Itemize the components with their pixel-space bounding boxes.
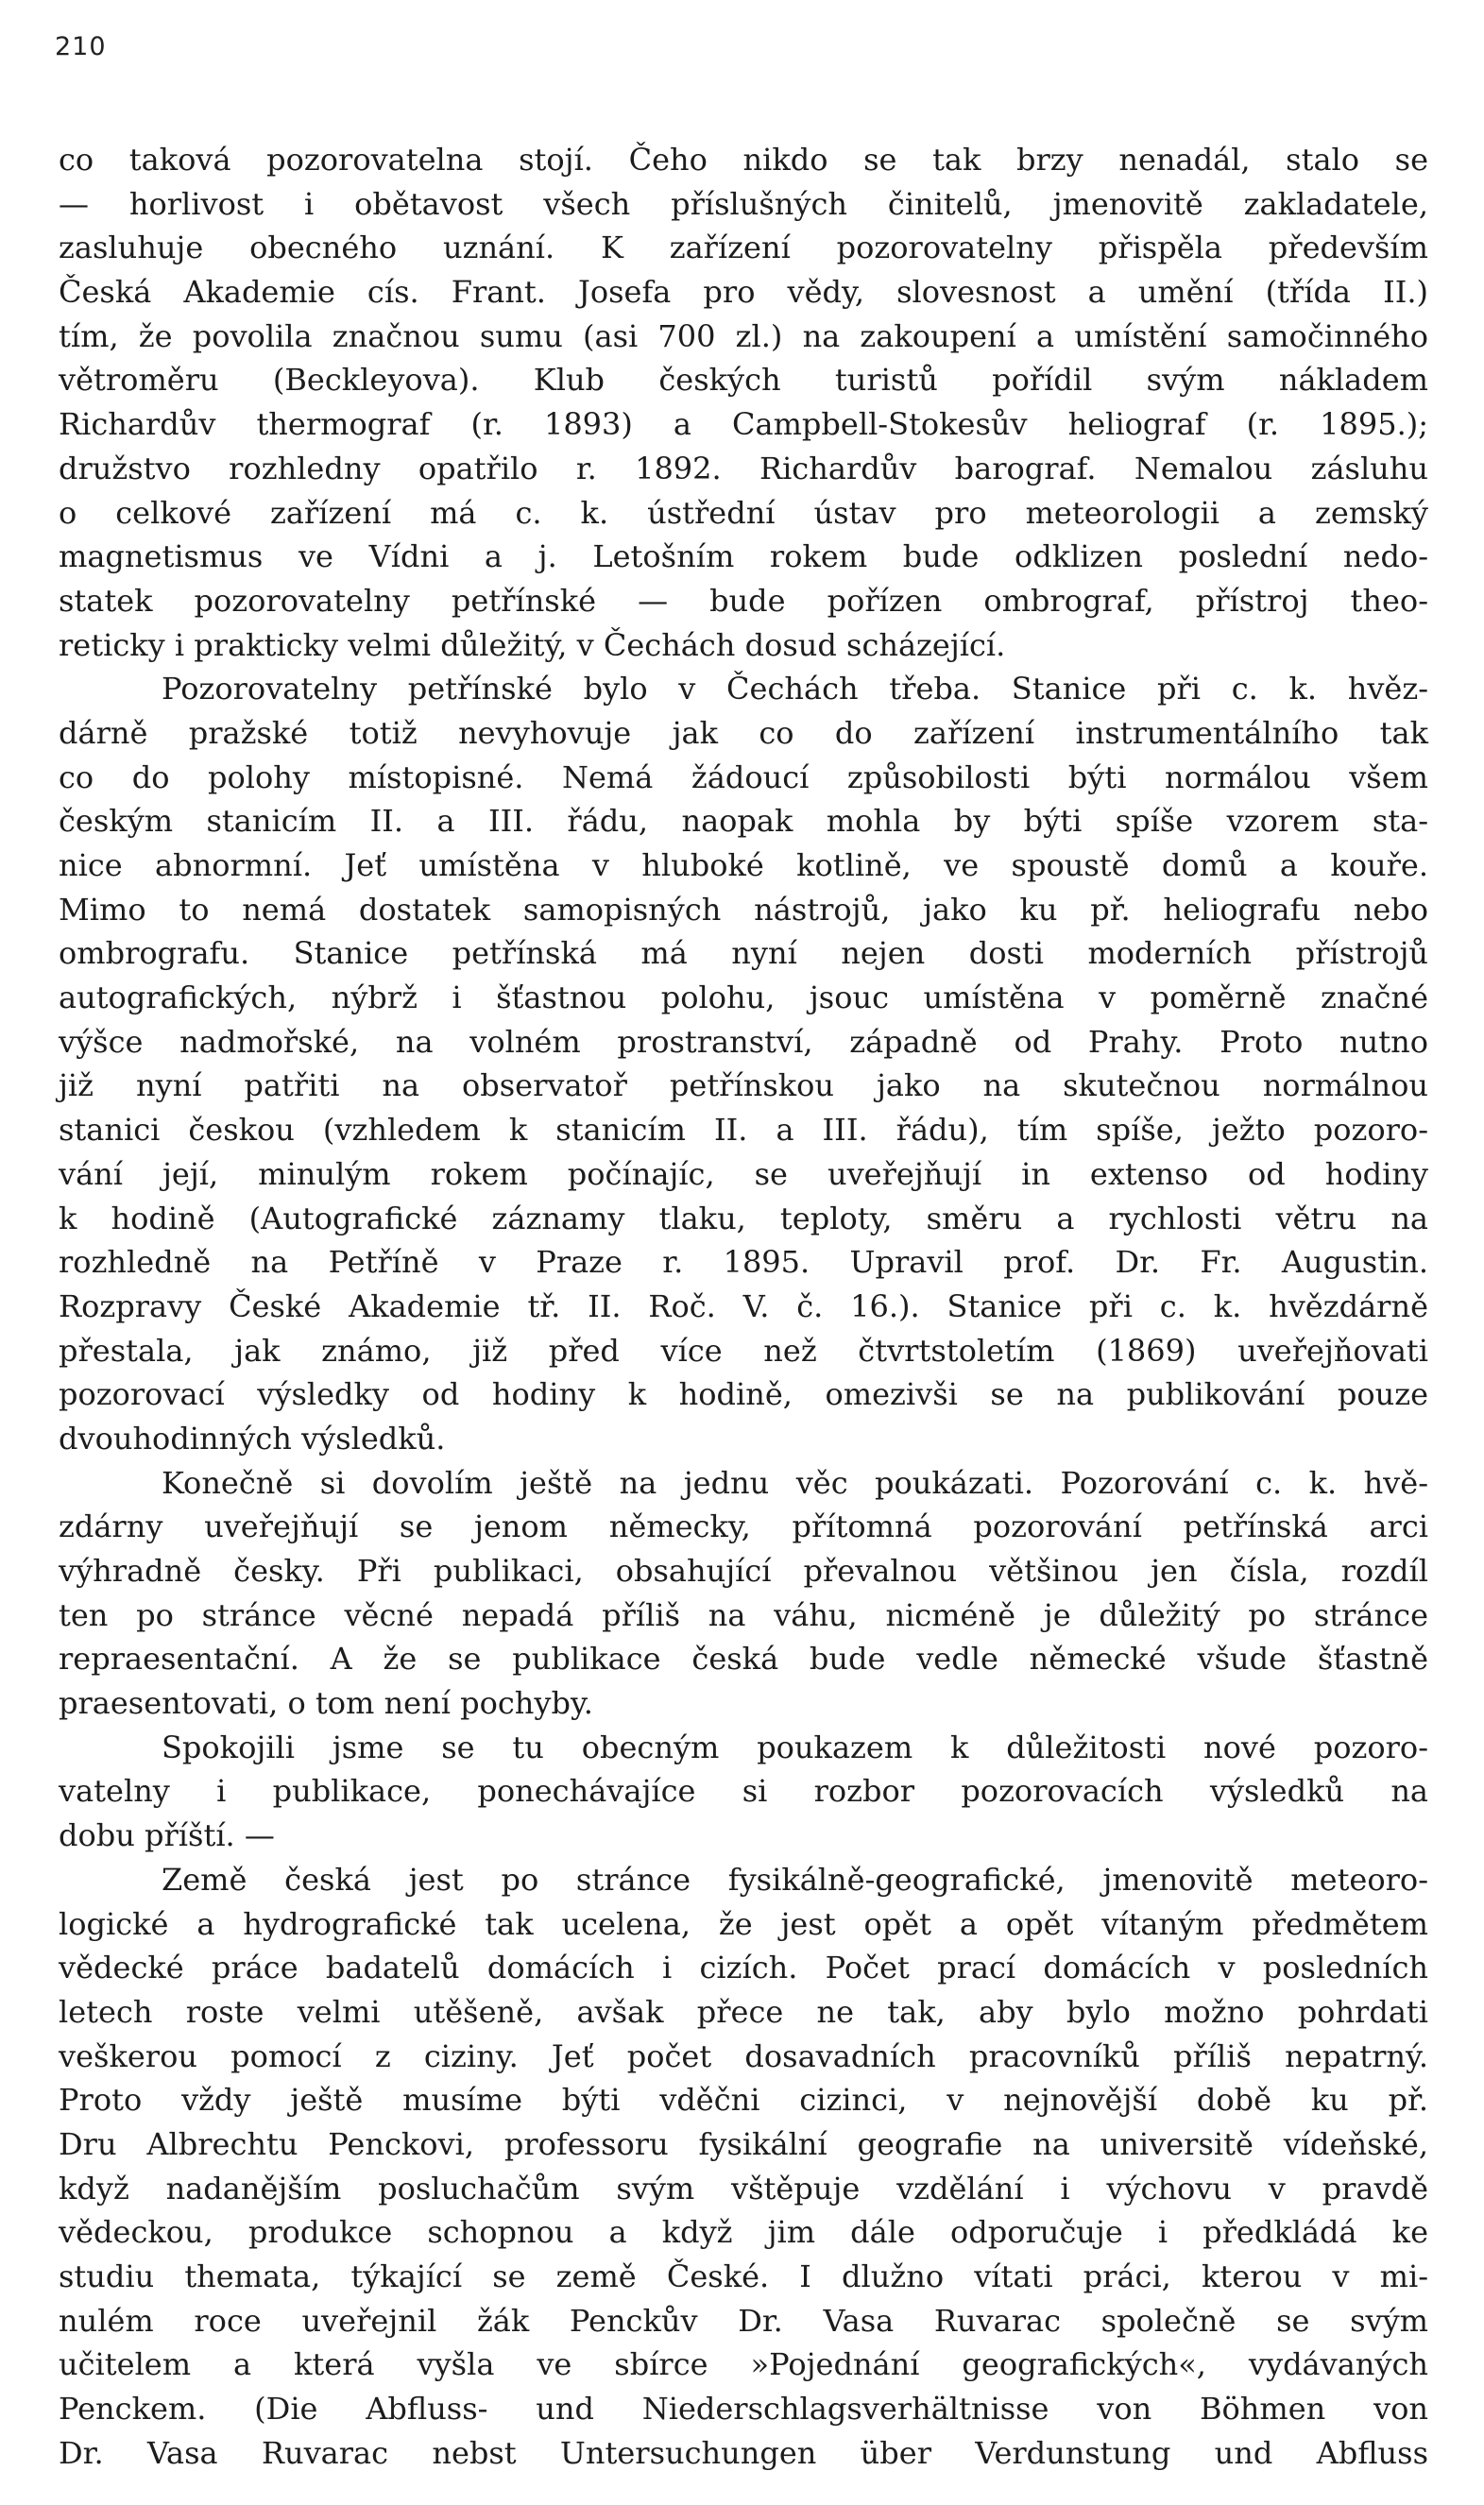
text-line: autografických, nýbrž i šťastnou polohu, jsouc umístěna v poměrně značné [59,980,1428,1016]
text-line: vědeckou, produkce schopnou a když jim dále odporučuje i předkládá ke [59,2214,1428,2251]
text-line: letech roste velmi utěšeně, avšak přece ne tak, aby bylo možno pohrdati [59,1993,1428,2030]
text-line: Rozpravy České Akademie tř. II. Roč. V. č. 16.). Stanice při c. k. hvězdárně [59,1287,1428,1324]
text-line: výhradně česky. Při publikaci, obsahující převalnou většinou jen čísla, rozdíl [59,1553,1428,1589]
text-line: Země česká jest po stránce fysikálně-geografické, jmenovitě meteoro- [162,1861,1428,1898]
text-line: logické a hydrografické tak ucelena, že jest opět a opět vítaným předmětem [59,1905,1428,1942]
text-line: pozorovací výsledky od hodiny k hodině, omezivši se na publikování pouze [59,1376,1428,1413]
text-line: již nyní patřiti na observatoř petřínskou jako na skutečnou normálnou [59,1067,1428,1104]
text-line: Proto vždy ještě musíme býti vděčni cizinci, v nejnovější době ku př. [59,2082,1428,2119]
text-line: Konečně si dovolím ještě na jednu věc poukázati. Pozorování c. k. hvě- [162,1464,1428,1501]
text-line: veškerou pomocí z ciziny. Jeť počet dosavadních pracovníků příliš nepatrný. [59,2037,1428,2074]
text-line: českým stanicím II. a III. řádu, naopak mohla by býti spíše vzorem sta- [59,803,1428,840]
page-number: 210 [55,32,107,61]
text-line: Česká Akademie cís. Frant. Josefa pro vědy, slovesnost a umění (třída II.) [59,274,1428,311]
text-line: co do polohy místopisné. Nemá žádoucí způsobilosti býti normálou všem [59,758,1428,795]
body-text [59,138,1428,2475]
text-line: k hodině (Autografické záznamy tlaku, teploty, směru a rychlosti větru na [59,1200,1428,1236]
text-line: zdárny uveřejňují se jenom německy, přítomná pozorování petřínská arci [59,1508,1428,1545]
text-line: družstvo rozhledny opatřilo r. 1892. Richardův barograf. Nemalou zásluhu [59,450,1428,486]
text-line: Pozorovatelny petřínské bylo v Čechách třeba. Stanice při c. k. hvěz- [162,671,1428,707]
text-line: Dr. Vasa Ruvarac nebst Untersuchungen über Verdunstung und Abfluss [59,2434,1428,2471]
text-line: nice abnormní. Jeť umístěna v hluboké kotlině, ve spoustě domů a kouře. [59,847,1428,883]
text-line: ombrografu. Stanice petřínská má nyní nejen dosti moderních přístrojů [59,935,1428,972]
text-line: vatelny i publikace, ponechávajíce si rozbor pozorovacích výsledků na [59,1773,1428,1810]
text-line: zasluhuje obecného uznání. K zařízení pozorovatelny přispěla především [59,230,1428,266]
text-line: dobu příští. — [59,1817,275,1854]
text-line: výšce nadmořské, na volném prostranství, západně od Prahy. Proto nutno [59,1023,1428,1060]
text-line: vání její, minulým rokem počínajíc, se uveřejňují in extenso od hodiny [59,1155,1428,1192]
text-line: reticky i prakticky velmi důležitý, v Čechách dosud scházející. [59,626,1006,663]
text-line: — horlivost i obětavost všech příslušných činitelů, jmenovitě zakladatele, [59,185,1428,222]
text-line: rozhledně na Petříně v Praze r. 1895. Upravil prof. Dr. Fr. Augustin. [59,1244,1428,1281]
text-line: Mimo to nemá dostatek samopisných nástrojů, jako ku př. heliografu nebo [59,891,1428,928]
text-line: tím, že povolila značnou sumu (asi 700 zl.) na zakoupení a umístění samočinného [59,317,1428,354]
text-line: vědecké práce badatelů domácích i cizích. Počet prací domácích v posledních [59,1950,1428,1986]
text-line: Richardův thermograf (r. 1893) a Campbell-Stokesův heliograf (r. 1895.); [59,406,1428,443]
text-line: nulém roce uveřejnil žák Penckův Dr. Vasa Ruvarac společně se svým [59,2302,1428,2339]
text-line: dárně pražské totiž nevyhovuje jak co do zařízení instrumentálního tak [59,714,1428,751]
text-line: magnetismus ve Vídni a j. Letošním rokem bude odklizen poslední nedo- [59,538,1428,575]
text-line: co taková pozorovatelna stojí. Čeho nikdo se tak brzy nenadál, stalo se [59,142,1428,178]
text-line: ten po stránce věcné nepadá příliš na váhu, nicméně je důležitý po stránce [59,1596,1428,1633]
text-line: o celkové zařízení má c. k. ústřední ústav pro meteorologii a zemský [59,494,1428,531]
text-line: větroměru (Beckleyova). Klub českých turistů pořídil svým nákladem [59,362,1428,399]
text-line: stanici českou (vzhledem k stanicím II. a III. řádu), tím spíše, ježto pozoro- [59,1112,1428,1149]
text-line: Penckem. (Die Abfluss- und Niederschlagsverhältnisse von Böhmen von [59,2391,1428,2428]
text-line: repraesentační. A že se publikace česká bude vedle německé všude šťastně [59,1641,1428,1678]
text-line: praesentovati, o tom není pochyby. [59,1685,593,1722]
text-line: když nadanějším posluchačům svým vštěpuje vzdělání i výchovu v pravdě [59,2170,1428,2207]
text-line: Dru Albrechtu Penckovi, professoru fysikální geografie na universitě vídeňské, [59,2125,1428,2162]
text-line: studiu themata, týkající se země České. I dlužno vítati práci, kterou v mi- [59,2258,1428,2294]
text-line: Spokojili jsme se tu obecným poukazem k důležitosti nové pozoro- [162,1729,1428,1765]
text-line: dvouhodinných výsledků. [59,1420,446,1457]
text-line: statek pozorovatelny petřínské — bude pořízen ombrograf, přístroj theo- [59,582,1428,619]
text-line: přestala, jak známo, již před více než čtvrtstoletím (1869) uveřejňovati [59,1332,1428,1369]
text-line: učitelem a která vyšla ve sbírce »Pojednání geografických«, vydávaných [59,2346,1428,2383]
